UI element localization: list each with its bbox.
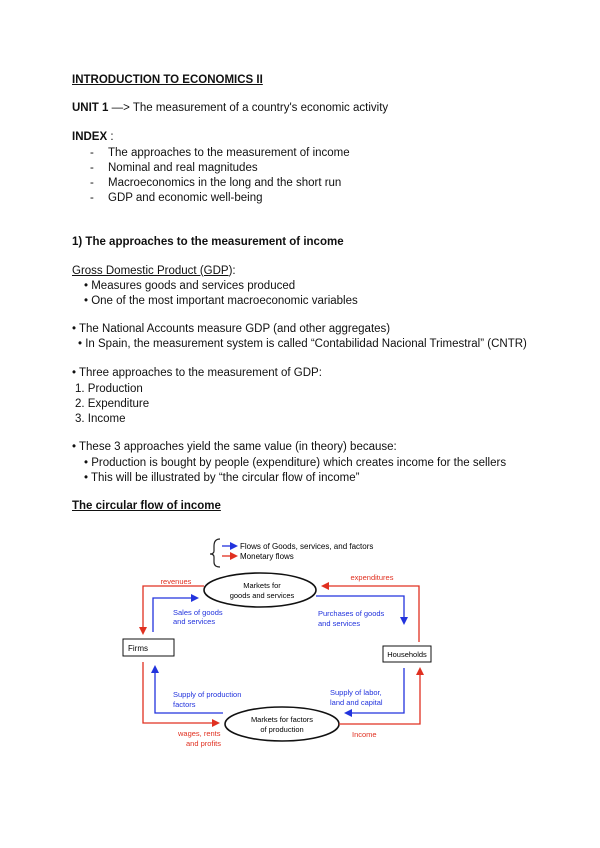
revenues-label: revenues [160,577,192,586]
index-item: - The approaches to the measurement of income [90,147,350,159]
gdp-point: • One of the most important macroeconomic variables [84,295,358,307]
factor-market-label: of production [260,725,304,734]
index-item: - GDP and economic well-being [90,192,263,204]
sales-label: and services [173,617,216,626]
firms-label: Firms [128,644,148,653]
factor-market-ellipse [225,707,339,741]
index-label: INDEX [72,131,108,143]
index-colon: : [110,131,114,143]
goods-market-label: goods and services [229,591,295,600]
gdp-title: Gross Domestic Product (GDP): [72,265,236,277]
index-item: - Nominal and real magnitudes [90,162,258,174]
legend-brace [210,539,220,567]
three-approaches-intro: • Three approaches to the measurement of GDP: [72,367,322,379]
circular-flow-heading: The circular flow of income [72,500,221,512]
approach-item: 1. Production [75,383,143,395]
gdp-point: • Measures goods and services produced [84,280,296,292]
labor-supply-label: Supply of labor, [330,688,382,697]
labor-supply-label: land and capital [330,698,383,707]
factor-market-label: Markets for factors [250,715,314,724]
legend-goods-label: Flows of Goods, services, and factors [240,542,374,551]
index-item: - Macroeconomics in the long and the short run [90,177,342,189]
goods-market-ellipse [204,573,316,607]
reason-item: • Production is bought by people (expenditure) which creates income for the sellers [84,457,507,469]
approach-item: 2. Expenditure [75,398,150,410]
goods-market-label: Markets for [243,581,281,590]
purchases-label: and services [318,619,361,628]
unit-text: The measurement of a country's economic activity [132,102,389,114]
wages-label: wages, rents [178,729,221,738]
section-heading: 1) The approaches to the measurement of income [72,236,344,248]
unit-label: UNIT 1 [72,102,109,114]
factor-supply-label: Supply of production [173,690,242,699]
document-title: INTRODUCTION TO ECONOMICS II [72,74,263,86]
sales-label: Sales of goods [173,608,223,617]
purchases-label: Purchases of goods [318,609,385,618]
expenditures-label: expenditures [350,573,394,582]
households-label: Households [387,650,427,659]
income-label: Income [352,730,377,739]
legend-money-label: Monetary flows [240,552,294,561]
same-value: • These 3 approaches yield the same value (in theory) because: [72,441,397,453]
wages-label: and profits [186,739,222,748]
national-accounts: • The National Accounts measure GDP (and other aggregates) [72,323,391,335]
reason-item: • This will be illustrated by “the circular flow of income” [84,472,360,484]
factor-supply-label: factors [173,700,196,709]
approach-item: 3. Income [75,413,126,425]
spain-note: • In Spain, the measurement system is called “Contabilidad Nacional Trimestral” (CNTR) [78,338,527,350]
unit-arrow: —> [111,102,130,114]
